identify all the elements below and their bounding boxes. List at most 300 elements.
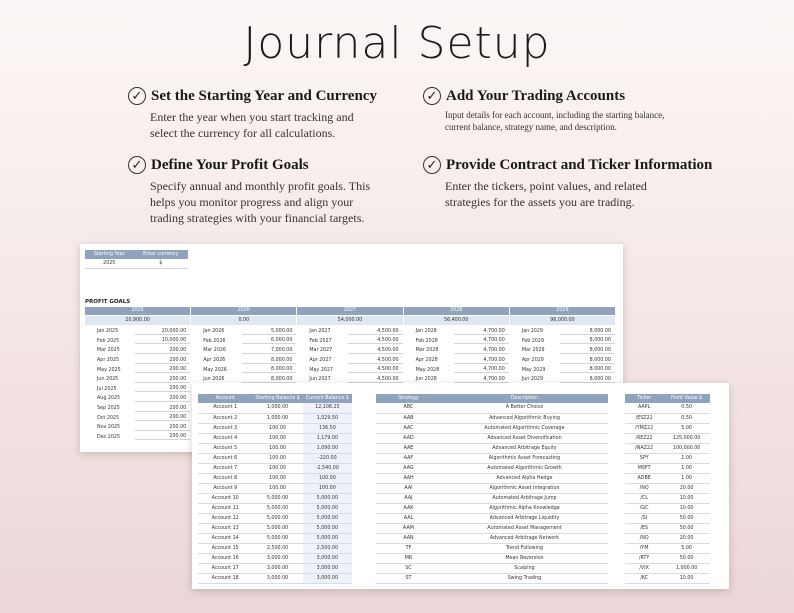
month-row <box>85 356 190 366</box>
month-label: Feb 2025 <box>97 338 120 344</box>
point-value-cell[interactable]: 100,000.00 <box>663 443 710 453</box>
year-total: 96,000.00 <box>510 316 615 325</box>
strategy-description-cell[interactable]: Advanced Alpha Hedge <box>441 473 608 483</box>
checkmark-icon: ✓ <box>128 87 146 105</box>
current-balance-cell[interactable]: 5,000.00 <box>303 503 352 513</box>
checkmark-icon: ✓ <box>423 87 441 105</box>
account-name-cell[interactable]: Account 1 <box>198 403 252 413</box>
strategy-description-cell[interactable]: Advanced Arbitrage Network <box>441 533 608 543</box>
ticker-cell[interactable]: /KC <box>625 573 663 583</box>
ticker-cell[interactable]: SPY <box>625 453 663 463</box>
month-label: Jan 2029 <box>521 329 543 335</box>
month-goal-value[interactable]: 8,000.00 <box>560 377 615 383</box>
month-goal-value[interactable]: 8,000.00 <box>560 358 615 364</box>
month-row <box>85 385 190 395</box>
ticker-cell[interactable]: /NQ <box>625 533 663 543</box>
tickers-table <box>625 394 710 584</box>
point-value-cell[interactable]: 10.00 <box>663 503 710 513</box>
month-goal-value[interactable]: 8,000.00 <box>242 358 297 364</box>
month-row <box>510 365 615 375</box>
current-balance-cell[interactable]: 5,000.00 <box>303 523 352 533</box>
month-row <box>510 356 615 366</box>
month-label: Jun 2028 <box>415 377 437 383</box>
month-row <box>191 365 296 375</box>
month-label: May 2028 <box>415 367 440 373</box>
account-row <box>198 473 352 483</box>
strategy-description-cell[interactable]: Swing Trading <box>441 573 608 583</box>
strategies-table <box>376 394 608 584</box>
account-name-cell[interactable]: Account 18 <box>198 573 252 583</box>
starting-balance-cell[interactable]: 5,000.00 <box>252 513 302 523</box>
strategy-description-cell[interactable]: Advanced Arbitrage Equity <box>441 443 608 453</box>
strategy-code-cell[interactable]: ST <box>376 573 441 583</box>
strategy-description-cell[interactable]: Automated Arbitrage Jump <box>441 493 608 503</box>
month-row <box>85 346 190 356</box>
strategy-code-cell[interactable]: AAD <box>376 433 441 443</box>
strategy-code-cell[interactable]: AAL <box>376 513 441 523</box>
month-goal-value[interactable]: 6,000.00 <box>242 338 297 344</box>
current-balance-cell[interactable]: 136.50 <box>303 423 352 433</box>
point-value-cell[interactable]: 0.50 <box>663 413 710 423</box>
month-goal-value[interactable]: 4,700.00 <box>454 367 509 373</box>
feature-desc-line: Enter the year when you start tracking and <box>150 110 354 124</box>
ticker-cell[interactable]: /GC <box>625 503 663 513</box>
strategy-description-cell[interactable]: Advanced Arbitrage Liquidity <box>441 513 608 523</box>
month-row <box>404 337 509 347</box>
month-goal-value[interactable]: 4,700.00 <box>454 358 509 364</box>
strategy-code-cell[interactable]: TF <box>376 543 441 553</box>
strategy-code-cell[interactable]: AAB <box>376 413 441 423</box>
starting-balance-cell[interactable]: 5,000.00 <box>252 503 302 513</box>
feature-desc-line: current balance, strategy name, and description. <box>445 122 617 132</box>
year-total: 54,000.00 <box>297 316 402 325</box>
month-label: Jun 2027 <box>309 377 331 383</box>
month-goal-value[interactable]: 200.00 <box>135 406 190 412</box>
setup-header: Starting Year <box>85 250 134 259</box>
year-header: 2027 <box>297 307 402 315</box>
starting-balance-cell[interactable]: 100.00 <box>252 433 302 443</box>
feature-desc-line: strategies for the assets you are trading. <box>445 195 635 209</box>
month-goal-value[interactable]: 10,000.00 <box>135 338 190 344</box>
month-goal-value[interactable]: 200.00 <box>135 386 190 392</box>
current-balance-cell[interactable]: 5,000.00 <box>303 533 352 543</box>
month-goal-value[interactable]: 8,000.00 <box>560 367 615 373</box>
month-goal-value[interactable]: 4,500.00 <box>348 338 403 344</box>
checkmark-icon: ✓ <box>128 156 146 174</box>
month-row <box>191 327 296 337</box>
strategy-code-cell[interactable]: AAM <box>376 523 441 533</box>
strategy-description-cell[interactable]: Advanced Algorithmic Buying <box>441 413 608 423</box>
account-row <box>198 453 352 463</box>
point-value-cell[interactable]: 20.00 <box>663 483 710 493</box>
strategy-row <box>376 423 608 433</box>
current-balance-cell[interactable]: 1,179.00 <box>303 433 352 443</box>
account-name-cell[interactable]: Account 8 <box>198 473 252 483</box>
strategy-row <box>376 473 608 483</box>
month-goal-value[interactable]: 4,500.00 <box>348 367 403 373</box>
month-row <box>85 404 190 414</box>
strategy-code-cell[interactable]: AAF <box>376 453 441 463</box>
account-row <box>198 503 352 513</box>
month-goal-value[interactable]: 8,000.00 <box>560 329 615 335</box>
ticker-cell[interactable]: /YMZ22 <box>625 423 663 433</box>
month-row <box>510 337 615 347</box>
ticker-row <box>625 553 710 563</box>
month-label: Apr 2028 <box>415 358 438 364</box>
ticker-cell[interactable]: /NQ <box>625 483 663 493</box>
point-value-cell[interactable]: 0.50 <box>663 403 710 413</box>
point-value-cell[interactable]: 1.00 <box>663 453 710 463</box>
month-goal-value[interactable]: 200.00 <box>135 425 190 431</box>
starting-balance-cell[interactable]: 1,000.00 <box>252 413 302 423</box>
strategy-description-cell[interactable]: Algorithmic Alpha Knowledge <box>441 503 608 513</box>
strategy-code-cell[interactable]: AAE <box>376 443 441 453</box>
starting-balance-cell[interactable]: 3,000.00 <box>252 553 302 563</box>
account-row <box>198 433 352 443</box>
month-row <box>85 327 190 337</box>
month-row <box>191 346 296 356</box>
current-balance-cell[interactable]: 3,000.00 <box>303 573 352 583</box>
month-label: Jan 2027 <box>309 329 331 335</box>
month-goal-value[interactable]: 200.00 <box>135 348 190 354</box>
month-row <box>85 423 190 433</box>
month-row <box>191 356 296 366</box>
accounts-header: Account <box>198 394 252 403</box>
current-balance-cell[interactable]: -2,540.00 <box>303 463 352 473</box>
strategy-row <box>376 533 608 543</box>
starting-balance-cell[interactable]: 2,500.00 <box>252 543 302 553</box>
ticker-row <box>625 493 710 503</box>
strategy-row <box>376 443 608 453</box>
month-goal-value[interactable]: 4,700.00 <box>454 377 509 383</box>
feature-desc-line: trading strategies with your financial targets. <box>150 211 365 225</box>
current-balance-cell[interactable]: -220.00 <box>303 453 352 463</box>
year-total: 20,900.00 <box>85 316 190 325</box>
strategy-description-cell[interactable]: Trend Following <box>441 543 608 553</box>
ticker-row <box>625 573 710 583</box>
strategy-row <box>376 553 608 563</box>
profit-goals-label: PROFIT GOALS <box>85 299 131 305</box>
month-row <box>297 327 402 337</box>
current-balance-cell[interactable]: 1,029.50 <box>303 413 352 423</box>
ticker-cell[interactable]: MSFT <box>625 463 663 473</box>
account-row <box>198 483 352 493</box>
ticker-cell[interactable]: /6EZ22 <box>625 433 663 443</box>
account-name-cell[interactable]: Account 2 <box>198 413 252 423</box>
ticker-cell[interactable]: /SI <box>625 513 663 523</box>
month-goal-value[interactable]: 4,500.00 <box>348 329 403 335</box>
current-balance-cell[interactable]: 12,108.25 <box>303 403 352 413</box>
strategies-header: Description <box>441 394 608 403</box>
month-label: Mar 2027 <box>309 348 333 354</box>
strategy-row <box>376 563 608 573</box>
feature-desc-line: helps you monitor progress and align your <box>150 195 354 209</box>
account-name-cell[interactable]: Account 11 <box>198 503 252 513</box>
month-goal-value[interactable]: 4,700.00 <box>454 338 509 344</box>
ticker-row <box>625 413 710 423</box>
month-label: Dec 2025 <box>97 434 121 440</box>
month-row <box>297 346 402 356</box>
ticker-cell[interactable]: /VIX <box>625 563 663 573</box>
month-row <box>85 413 190 423</box>
starting-year-cell[interactable]: 2025 <box>85 259 134 268</box>
starting-balance-cell[interactable]: 100.00 <box>252 453 302 463</box>
current-balance-cell[interactable]: 3,000.00 <box>303 553 352 563</box>
month-row <box>85 394 190 404</box>
accounts-table <box>198 394 352 584</box>
strategy-row <box>376 413 608 423</box>
month-row <box>297 337 402 347</box>
point-value-cell[interactable]: 50.00 <box>663 553 710 563</box>
ticker-row <box>625 483 710 493</box>
accounts-header: Current Balance $ <box>303 394 352 403</box>
starting-balance-cell[interactable]: 100.00 <box>252 483 302 493</box>
point-value-cell[interactable]: 5.00 <box>663 423 710 433</box>
account-row <box>198 493 352 503</box>
strategy-code-cell[interactable]: AAG <box>376 463 441 473</box>
account-name-cell[interactable]: Account 6 <box>198 453 252 463</box>
feature-starting-year <box>128 87 377 141</box>
month-goal-value[interactable]: 8,000.00 <box>242 377 297 383</box>
month-label: Jun 2025 <box>97 377 119 383</box>
month-row <box>85 433 190 443</box>
ticker-row <box>625 463 710 473</box>
point-value-cell[interactable]: 50.00 <box>663 513 710 523</box>
strategy-row <box>376 403 608 413</box>
month-label: Apr 2029 <box>521 358 544 364</box>
feature-contract-ticker <box>423 156 712 210</box>
month-label: Feb 2027 <box>309 338 332 344</box>
strategy-description-cell[interactable]: Scalping <box>441 563 608 573</box>
month-label: Mar 2025 <box>97 348 120 354</box>
month-goal-value[interactable]: 200.00 <box>135 367 190 373</box>
month-row <box>85 365 190 375</box>
account-name-cell[interactable]: Account 4 <box>198 433 252 443</box>
strategy-code-cell[interactable]: ABC <box>376 403 441 413</box>
month-label: Aug 2025 <box>97 396 121 402</box>
year-header: 2029 <box>510 307 615 315</box>
month-label: Sep 2025 <box>97 406 120 412</box>
year-header-row <box>85 307 616 315</box>
ticker-row <box>625 433 710 443</box>
account-name-cell[interactable]: Account 15 <box>198 543 252 553</box>
current-balance-cell[interactable]: 100.00 <box>303 483 352 493</box>
month-label: Apr 2026 <box>203 358 226 364</box>
strategy-code-cell[interactable]: AAJ <box>376 493 441 503</box>
point-value-cell[interactable]: 5.00 <box>663 543 710 553</box>
current-balance-cell[interactable]: 2,500.00 <box>303 543 352 553</box>
strategy-description-cell[interactable]: Automated Algorithmic Coverage <box>441 423 608 433</box>
current-balance-cell[interactable]: 3,000.00 <box>303 563 352 573</box>
ticker-cell[interactable]: ADBE <box>625 473 663 483</box>
strategy-code-cell[interactable]: AAK <box>376 503 441 513</box>
feature-heading: Define Your Profit Goals <box>151 156 309 173</box>
starting-balance-cell[interactable]: 100.00 <box>252 473 302 483</box>
current-balance-cell[interactable]: 5,000.00 <box>303 493 352 503</box>
starting-balance-cell[interactable]: 100.00 <box>252 443 302 453</box>
starting-balance-cell[interactable]: 1,000.00 <box>252 403 302 413</box>
month-goal-value[interactable]: 8,000.00 <box>560 338 615 344</box>
month-label: Feb 2026 <box>203 338 226 344</box>
account-row <box>198 523 352 533</box>
feature-profit-goals <box>128 156 370 226</box>
account-name-cell[interactable]: Account 16 <box>198 553 252 563</box>
starting-balance-cell[interactable]: 100.00 <box>252 463 302 473</box>
starting-balance-cell[interactable]: 5,000.00 <box>252 493 302 503</box>
month-goal-value[interactable]: 7,000.00 <box>242 348 297 354</box>
ticker-cell[interactable]: /NAZ22 <box>625 443 663 453</box>
current-balance-cell[interactable]: 1,090.00 <box>303 443 352 453</box>
year-header: 2025 <box>85 307 190 315</box>
month-label: May 2029 <box>521 367 546 373</box>
ticker-cell[interactable]: /CL <box>625 493 663 503</box>
strategy-row <box>376 523 608 533</box>
ticker-row <box>625 443 710 453</box>
point-value-cell[interactable]: 1.00 <box>663 473 710 483</box>
account-row <box>198 403 352 413</box>
ticker-cell[interactable]: /YM <box>625 543 663 553</box>
account-name-cell[interactable]: Account 13 <box>198 523 252 533</box>
ticker-row <box>625 423 710 433</box>
strategy-row <box>376 503 608 513</box>
month-label: Jun 2029 <box>521 377 544 383</box>
account-name-cell[interactable]: Account 12 <box>198 513 252 523</box>
ticker-cell[interactable]: /ESZ22 <box>625 413 663 423</box>
strategy-description-cell[interactable]: Automated Algorithmic Growth <box>441 463 608 473</box>
month-goal-value[interactable]: 4,500.00 <box>348 348 403 354</box>
account-name-cell[interactable]: Account 10 <box>198 493 252 503</box>
starting-balance-cell[interactable]: 100.00 <box>252 423 302 433</box>
starting-balance-cell[interactable]: 5,000.00 <box>252 533 302 543</box>
ticker-row <box>625 543 710 553</box>
year-header: 2028 <box>404 307 509 315</box>
ticker-row <box>625 563 710 573</box>
month-label: Mar 2028 <box>415 348 439 354</box>
year-total-row <box>85 316 616 325</box>
account-row <box>198 573 352 583</box>
month-row <box>191 337 296 347</box>
account-name-cell[interactable]: Account 9 <box>198 483 252 493</box>
month-goal-value[interactable]: 200.00 <box>135 415 190 421</box>
ticker-cell[interactable]: /RTY <box>625 553 663 563</box>
strategy-description-cell[interactable]: Algorithmic Asset Integration <box>441 483 608 493</box>
strategy-code-cell[interactable]: AAN <box>376 533 441 543</box>
checkmark-icon: ✓ <box>423 156 441 174</box>
strategy-row <box>376 493 608 503</box>
month-label: Mar 2029 <box>521 348 545 354</box>
month-goal-value[interactable]: 4,500.00 <box>348 377 403 383</box>
starting-balance-cell[interactable]: 3,000.00 <box>252 563 302 573</box>
month-label: Jul 2025 <box>97 386 117 392</box>
point-value-cell[interactable]: 10.00 <box>663 573 710 583</box>
strategy-description-cell[interactable]: Mean Reversion <box>441 553 608 563</box>
account-row <box>198 513 352 523</box>
ticker-row <box>625 403 710 413</box>
point-value-cell[interactable]: 1,000.00 <box>663 563 710 573</box>
current-balance-cell[interactable]: 100.00 <box>303 473 352 483</box>
strategy-description-cell[interactable]: Advanced Asset Diversification <box>441 433 608 443</box>
month-label: Jan 2025 <box>97 329 119 335</box>
strategy-code-cell[interactable]: AAC <box>376 423 441 433</box>
starting-balance-cell[interactable]: 5,000.00 <box>252 523 302 533</box>
feature-heading: Provide Contract and Ticker Information <box>446 156 713 173</box>
account-name-cell[interactable]: Account 17 <box>198 563 252 573</box>
month-row <box>510 346 615 356</box>
month-goal-value[interactable]: 200.00 <box>135 358 190 364</box>
ticker-row <box>625 453 710 463</box>
strategy-code-cell[interactable]: AAI <box>376 483 441 493</box>
currency-cell[interactable]: $ <box>134 259 188 268</box>
month-label: May 2026 <box>203 367 227 373</box>
month-goal-value[interactable]: 5,000.00 <box>242 329 297 335</box>
ticker-cell[interactable]: /ES <box>625 523 663 533</box>
month-goal-value[interactable]: 20,000.00 <box>135 329 190 335</box>
strategy-description-cell[interactable]: A Better Choice <box>441 403 608 413</box>
point-value-cell[interactable]: 10.00 <box>663 493 710 503</box>
month-label: Mar 2026 <box>203 348 226 354</box>
feature-heading: Add Your Trading Accounts <box>446 87 626 104</box>
month-goal-value[interactable]: 4,700.00 <box>454 329 509 335</box>
month-goal-value[interactable]: 200.00 <box>135 377 190 383</box>
month-row <box>297 356 402 366</box>
point-value-cell[interactable]: 20.00 <box>663 533 710 543</box>
account-row <box>198 553 352 563</box>
strategy-code-cell[interactable]: SC <box>376 563 441 573</box>
month-label: Nov 2025 <box>97 425 121 431</box>
month-goal-value[interactable]: 4,500.00 <box>348 358 403 364</box>
month-column <box>85 327 190 442</box>
point-value-cell[interactable]: 1.00 <box>663 463 710 473</box>
strategy-description-cell[interactable]: Algorithmic Asset Forecasting <box>441 453 608 463</box>
account-row <box>198 463 352 473</box>
month-goal-value[interactable]: 4,700.00 <box>454 348 509 354</box>
month-goal-value[interactable]: 8,000.00 <box>242 367 297 373</box>
month-goal-value[interactable]: 8,000.00 <box>560 348 615 354</box>
strategy-description-cell[interactable]: Automated Asset Management <box>441 523 608 533</box>
feature-desc-line: select the currency for all calculations. <box>150 126 336 140</box>
month-goal-value[interactable]: 200.00 <box>135 434 190 440</box>
account-row <box>198 443 352 453</box>
account-row <box>198 533 352 543</box>
month-label: Jan 2028 <box>415 329 437 335</box>
account-name-cell[interactable]: Account 7 <box>198 463 252 473</box>
feature-desc-line: Enter the tickers, point values, and related <box>445 179 647 193</box>
current-balance-cell[interactable]: 5,000.00 <box>303 513 352 523</box>
account-name-cell[interactable]: Account 5 <box>198 443 252 453</box>
ticker-row <box>625 513 710 523</box>
month-label: Oct 2025 <box>97 415 120 421</box>
account-name-cell[interactable]: Account 3 <box>198 423 252 433</box>
month-goal-value[interactable]: 200.00 <box>135 396 190 402</box>
month-label: Feb 2028 <box>415 338 438 344</box>
strategy-code-cell[interactable]: AAH <box>376 473 441 483</box>
strategy-code-cell[interactable]: MR <box>376 553 441 563</box>
account-row <box>198 543 352 553</box>
month-label: May 2027 <box>309 367 334 373</box>
feature-desc-line: Input details for each account, including the starting balance, <box>445 110 665 120</box>
month-label: Feb 2029 <box>521 338 545 344</box>
point-value-cell[interactable]: 50.00 <box>663 523 710 533</box>
feature-trading-accounts <box>423 87 664 133</box>
point-value-cell[interactable]: 125,000.00 <box>663 433 710 443</box>
ticker-cell[interactable]: AAPL <box>625 403 663 413</box>
ticker-row <box>625 473 710 483</box>
account-name-cell[interactable]: Account 14 <box>198 533 252 543</box>
strategy-row <box>376 453 608 463</box>
year-total: 0.00 <box>191 316 296 325</box>
starting-balance-cell[interactable]: 3,000.00 <box>252 573 302 583</box>
setup-header: Enter currency <box>134 250 188 259</box>
